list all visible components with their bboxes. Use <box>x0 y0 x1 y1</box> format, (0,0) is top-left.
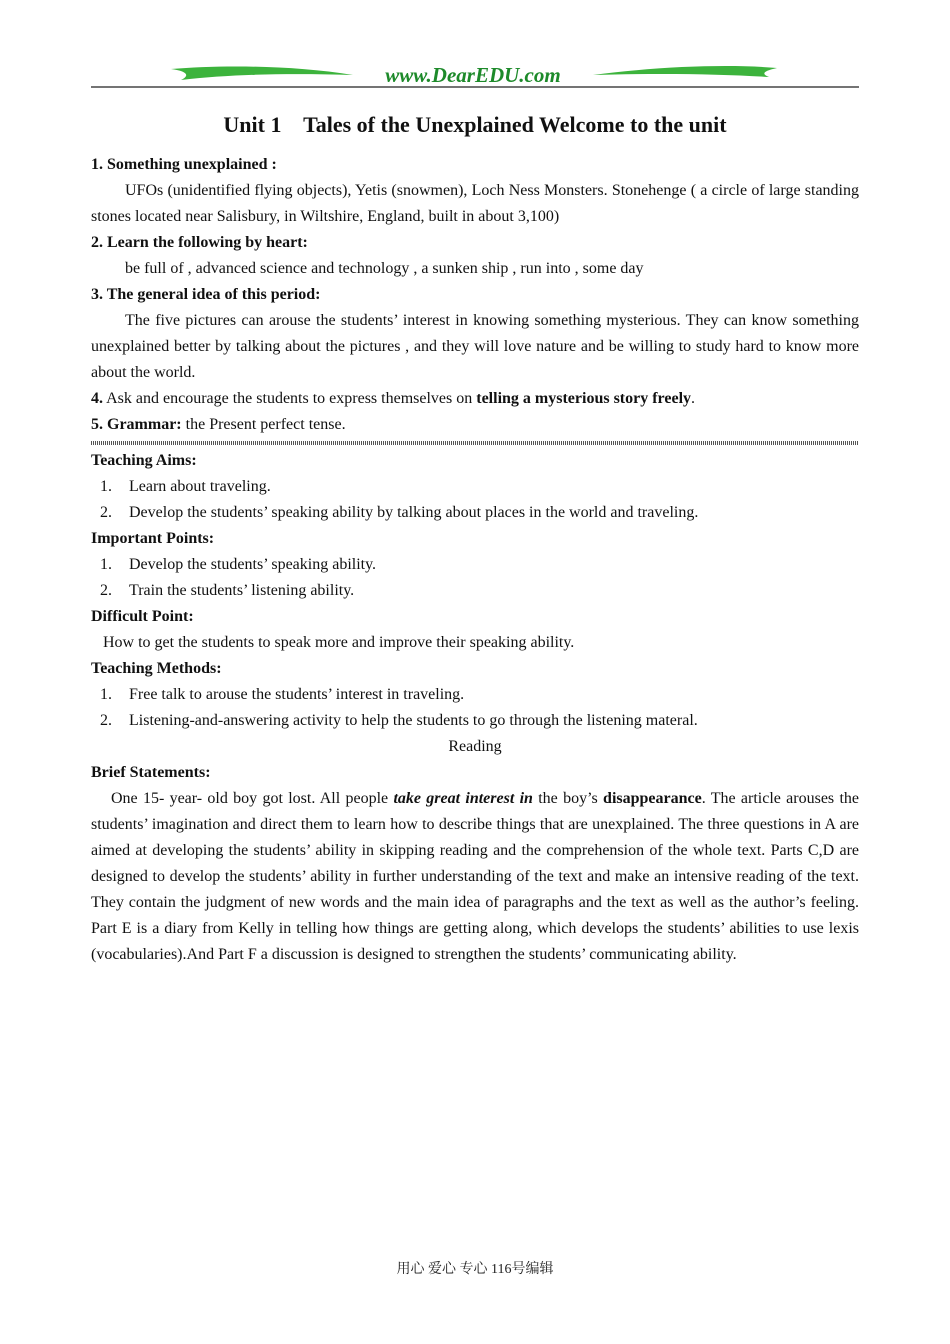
list-text: Train the students’ listening ability. <box>129 582 355 599</box>
teaching-aims-heading: Teaching Aims: <box>91 452 197 469</box>
list-item <box>91 552 859 578</box>
section-divider <box>91 441 859 445</box>
section-5 <box>91 412 859 438</box>
site-logo-text: www.DearEDU.com <box>385 63 561 87</box>
list-number: 1. <box>100 556 112 573</box>
list-text: Develop the students’ speaking ability by talking about places in the world and traveling. <box>129 504 699 521</box>
section-1-text: UFOs (unidentified flying objects), Yetis (snowmen), Loch Ness Monsters. Stonehenge ( a circle of large standing stones located near Salisbury, in Wiltshire, England, built in about 3,100) <box>91 182 859 225</box>
document-body <box>91 152 859 968</box>
list-item <box>91 682 859 708</box>
list-item <box>91 578 859 604</box>
section-1-heading: 1. Something unexplained : <box>91 156 277 173</box>
section-5-heading: 5. Grammar: <box>91 416 182 433</box>
list-text: Free talk to arouse the students’ interest in traveling. <box>129 686 465 703</box>
brief-text-3: . The article arouses the students’ imagination and direct them to learn how to describe things that are unexplained. The three questions in A are aimed at developing the students’ ability in skipping reading and the comprehension of the whole text. Parts C,D are designed to develop the students’ ability in further understanding of the text and make an intensive reading of the text. They contain the judgment of new words and the main idea of paragraphs and the text as well as the author’s feeling. Part E is a diary from Kelly in telling how things are getting along, which develops the students’ abilities to use lexis (vocabularies).And Part F a discussion is designed to strengthen the students’ communicating ability. <box>91 790 860 963</box>
section-3-heading: 3. The general idea of this period: <box>91 286 321 303</box>
list-text: Learn about traveling. <box>129 478 271 495</box>
teaching-methods-heading: Teaching Methods: <box>91 660 222 677</box>
section-4-end: . <box>691 390 696 407</box>
list-item <box>91 708 859 734</box>
reading-label: Reading <box>448 738 502 755</box>
brief-bold-word: disappearance <box>603 790 702 807</box>
brief-text-2: the boy’s <box>532 790 604 807</box>
brief-bold-italic-phrase: take great interest in <box>393 790 533 807</box>
list-text: Develop the students’ speaking ability. <box>129 556 377 573</box>
list-number: 2. <box>100 504 112 521</box>
section-2-heading: 2. Learn the following by heart: <box>91 234 308 251</box>
section-4-number: 4. <box>91 390 103 407</box>
difficult-point-heading: Difficult Point: <box>91 608 194 625</box>
right-swoosh <box>593 66 777 77</box>
list-text: Listening-and-answering activity to help the students to go through the listening materal. <box>129 712 698 729</box>
section-4 <box>91 386 859 412</box>
brief-text-1: One 15- year- old boy got lost. All people <box>111 790 394 807</box>
section-4-bold-text: telling a mysterious story freely <box>476 390 692 407</box>
brief-statements-heading: Brief Statements: <box>91 764 211 781</box>
difficult-point-text: How to get the students to speak more and improve their speaking ability. <box>103 634 575 651</box>
list-number: 2. <box>100 712 112 729</box>
list-number: 1. <box>100 478 112 495</box>
list-item <box>91 500 859 526</box>
brief-statements-text <box>91 786 859 968</box>
list-number: 1. <box>100 686 112 703</box>
header-graphic <box>91 60 859 90</box>
list-item <box>91 474 859 500</box>
list-number: 2. <box>100 582 112 599</box>
section-5-text: the Present perfect tense. <box>181 416 346 433</box>
page-footer: 用心 爱心 专心 116号编辑 <box>396 1262 554 1277</box>
site-header-banner <box>91 60 859 90</box>
important-points-heading: Important Points: <box>91 530 215 547</box>
left-swoosh <box>171 67 353 80</box>
page-title: Unit 1 Tales of the Unexplained Welcome to the unit <box>223 112 727 137</box>
section-4-text: Ask and encourage the students to express themselves on <box>103 390 477 407</box>
section-2-text: be full of , advanced science and technology , a sunken ship , run into , some day <box>125 260 644 277</box>
section-3-text: The five pictures can arouse the students’ interest in knowing something mysterious. They can know something unexplained better by talking about the pictures , and they will love nature and be willing to study hard to know more about the world. <box>91 312 859 381</box>
